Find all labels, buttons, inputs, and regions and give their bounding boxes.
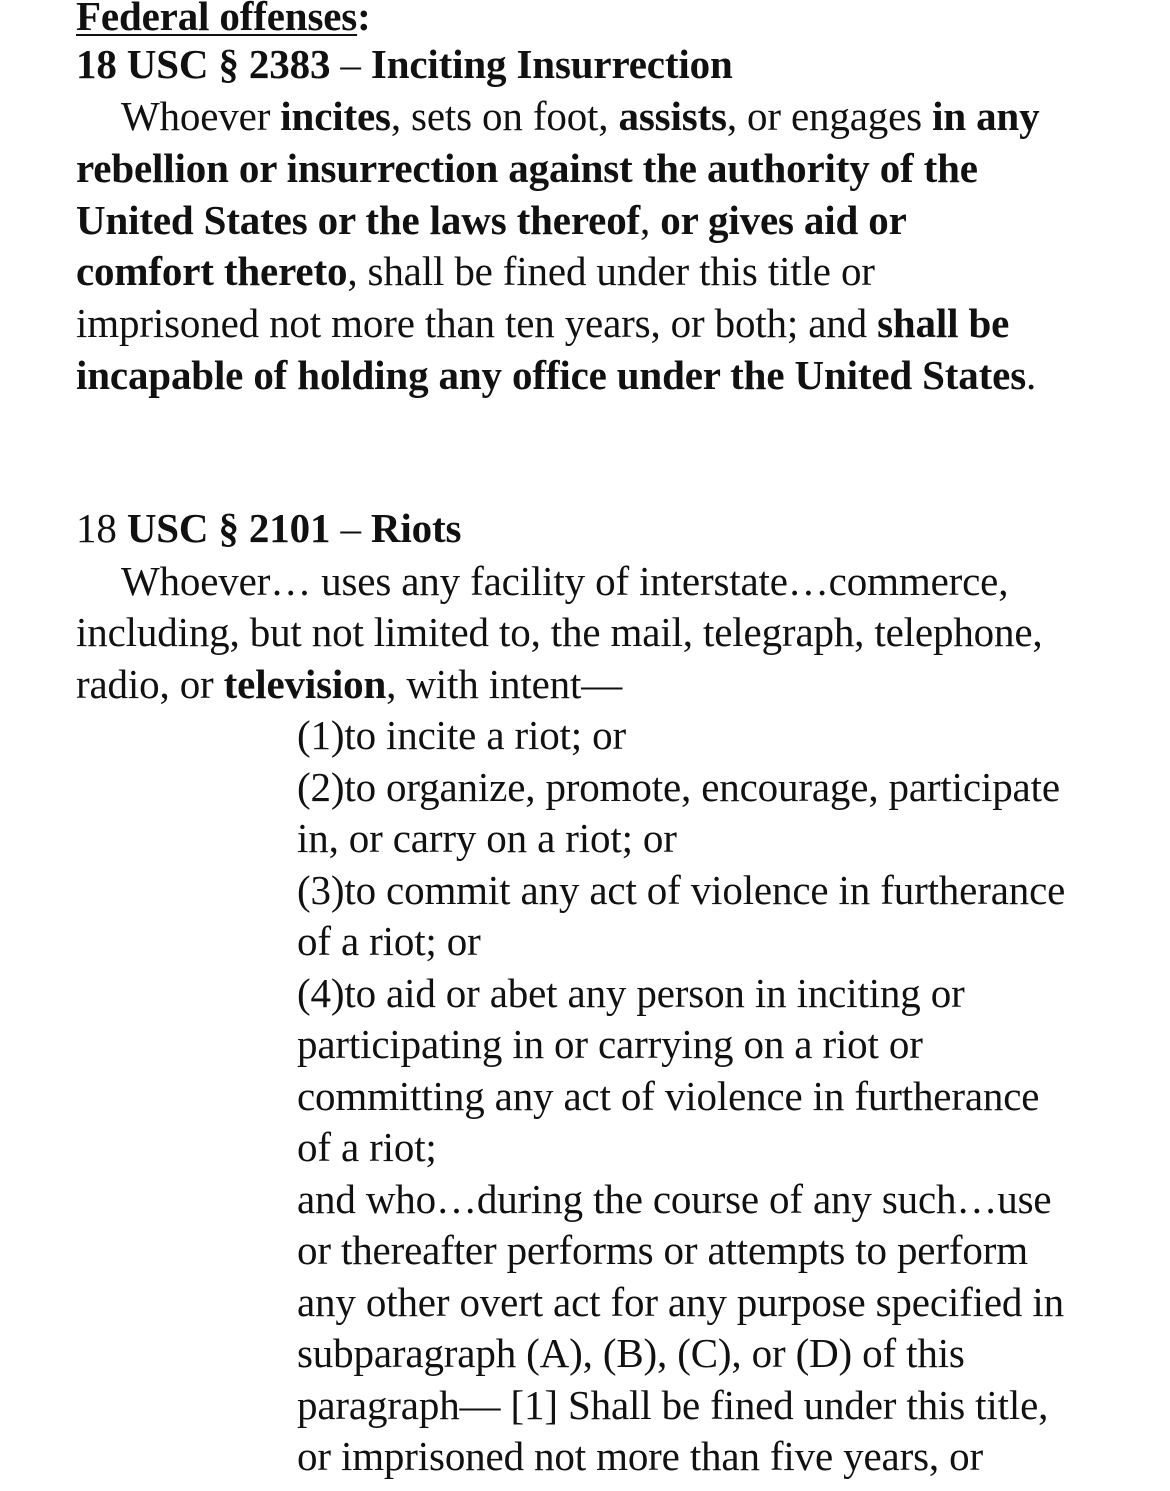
section-2101-sub-line: committing any act of violence in furtherance [297,1073,1040,1119]
section-2383-name: Inciting Insurrection [370,41,733,87]
document-heading [76,0,371,42]
text-run: radio, or [76,661,224,707]
section-2383-line [76,142,978,194]
section-2101-sub-line: or thereafter performs or attempts to perform [297,1227,1028,1273]
text-run: imprisoned not more than ten years, or both; and [76,300,878,346]
bold-text-run: United States or the laws thereof [76,197,641,243]
bold-text-run: assists [618,93,727,139]
bold-text-run: rebellion or insurrection against the authority of the [76,145,978,191]
section-2383-code: 18 USC § 2383 [76,41,331,87]
section-2101-dash: – [330,505,371,551]
section-2101-number: 18 [76,505,127,551]
section-2101-sub-line: any other overt act for any purpose specified in [297,1279,1064,1325]
section-2101-sub-line: of a riot; or [297,918,481,964]
text-run: , or engages [726,93,933,139]
text-run: Whoever… uses any facility of interstate…commerce, [121,558,1009,604]
section-2383-dash: – [330,41,371,87]
section-2383-line [76,297,1009,349]
section-2101-sub-line: in, or carry on a riot; or [297,815,677,861]
section-2101-sub-line: (4)to aid or abet any person in inciting or [297,970,965,1016]
heading-colon: : [357,0,371,39]
section-2101-sub-line: of a riot; [297,1124,437,1170]
section-2101-sub-line: paragraph— [1] Shall be fined under this title, [297,1382,1049,1428]
bold-text-run: comfort thereto [76,248,348,294]
section-2101-intro-line [76,658,622,710]
section-2383-line [76,194,907,246]
section-2101-sub-line: participating in or carrying on a riot or [297,1021,923,1067]
section-2383-title [76,38,733,90]
section-2101-code: USC § 2101 [126,505,331,551]
section-2101-intro-line [121,555,1008,607]
text-run: . [1026,352,1037,398]
text-run: , sets on foot, [390,93,619,139]
bold-text-run: incites [280,93,391,139]
bold-text-run: shall be [877,300,1010,346]
bold-text-run: television [223,661,387,707]
section-2101-intro-line [76,606,1043,658]
section-2101-sub-line: and who…during the course of any such…use [297,1176,1052,1222]
section-2101-name: Riots [370,505,462,551]
bold-text-run: in any [932,93,1040,139]
text-run: , with intent— [386,661,623,707]
section-2101-sub-line: subparagraph (A), (B), (C), or (D) of this [297,1330,965,1376]
section-2101-sub-line: (1)to incite a riot; or [297,712,626,758]
section-2101-sub-line: or imprisoned not more than five years, or [297,1433,983,1479]
section-2383-line [76,349,1036,401]
bold-text-run: or gives aid or [660,197,907,243]
section-2101-sub-line: (3)to commit any act of violence in furtherance [297,867,1066,913]
text-run: , shall be fined under this title or [347,248,875,294]
section-2383-line [121,90,1039,142]
text-run: Whoever [121,93,281,139]
text-run: , [640,197,661,243]
section-2101-title [76,502,461,554]
heading-title: Federal offenses [76,0,358,39]
section-2101-sub-line: (2)to organize, promote, encourage, participate [297,764,1060,810]
section-2383-line [76,245,875,297]
text-run: including, but not limited to, the mail, telegraph, telephone, [76,609,1043,655]
bold-text-run: incapable of holding any office under the United States [76,352,1027,398]
